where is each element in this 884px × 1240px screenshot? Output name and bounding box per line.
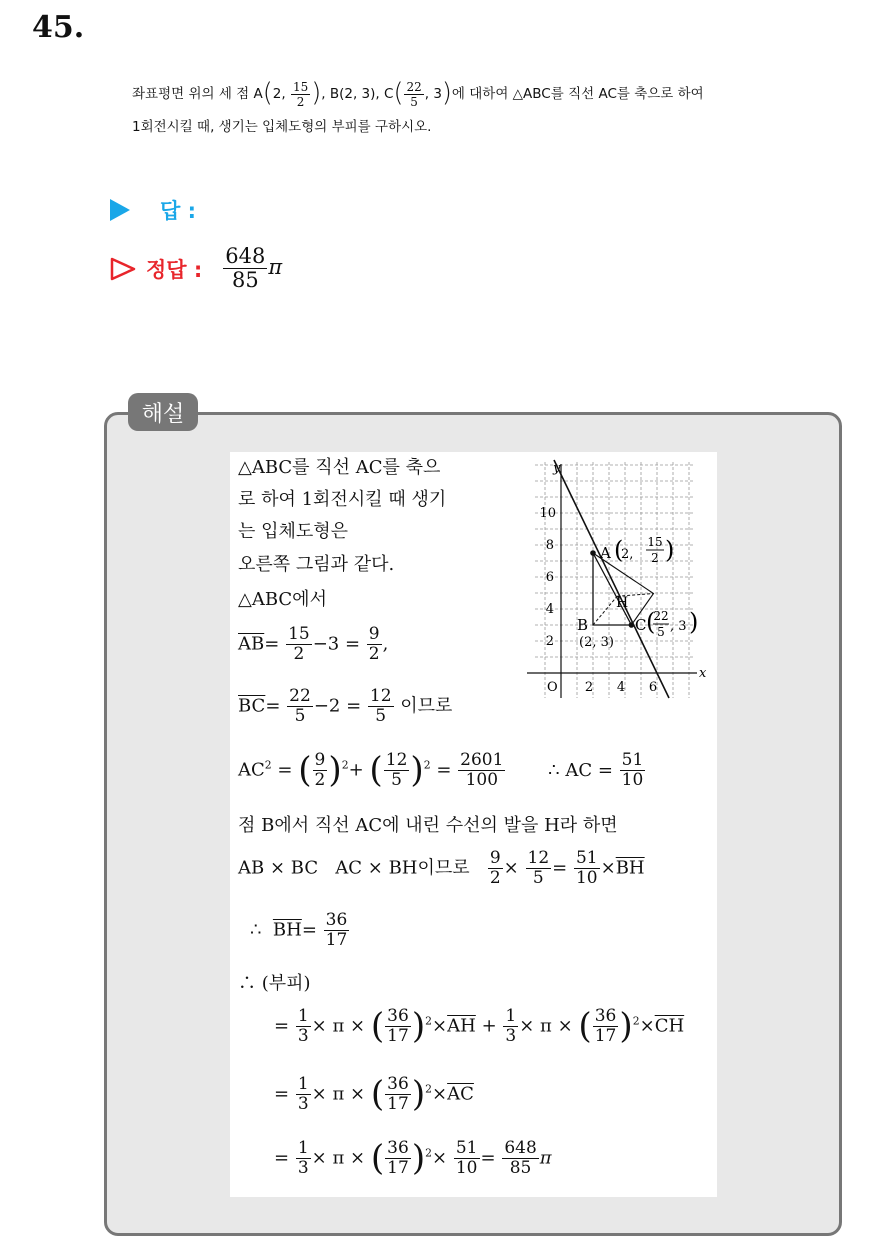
question-text-1: 좌표평면 위의 세 점 xyxy=(132,86,250,102)
point-c-xn: 22 xyxy=(653,609,669,623)
answer-row xyxy=(110,195,196,225)
correct-answer-label: 정답 : xyxy=(146,257,203,282)
point-b-coord: (2, 3) xyxy=(579,635,614,650)
perpendicular-bh xyxy=(593,596,617,625)
solution-line-11: ∴ $\overline{BH}=$ $\frac{36}{17}$ xyxy=(250,910,348,950)
point-h-label: H xyxy=(616,595,629,611)
point-a-label: A xyxy=(600,544,611,562)
question-text-2: 에 대하여 △ABC를 직선 AC를 축으로 하여 xyxy=(451,86,704,102)
point-c-xd: 5 xyxy=(657,625,665,639)
answer-label: 답 : xyxy=(160,199,196,223)
y-tick-label: 4 xyxy=(545,602,554,617)
x-tick-label: 4 xyxy=(616,680,626,695)
point-a: A(2, $\frac{15}{2}$ ), xyxy=(253,78,326,109)
point-c-label: C xyxy=(635,616,647,634)
point-a-x: 2, xyxy=(621,547,634,562)
triangle-play-icon xyxy=(110,199,130,221)
y-tick-label: 2 xyxy=(545,634,554,649)
x-axis-label: x xyxy=(699,666,707,681)
y-tick-label: 10 xyxy=(539,506,556,521)
grid-lines xyxy=(535,462,695,698)
solution-line-12: ∴ (부피) xyxy=(238,973,311,994)
solution-line-4: 오른쪽 그림과 같다. xyxy=(238,554,395,575)
question-text xyxy=(132,78,842,144)
x-tick-label: 2 xyxy=(584,680,594,695)
solution-line-15: = $\frac{1}{3}$ × π × ( $\frac{36}{17}$ )$^2$× $\frac{51}{10}$ = $\frac{648}{85}$ π xyxy=(274,1138,552,1179)
line-ac xyxy=(554,460,669,698)
solution-panel xyxy=(230,452,717,1197)
point-a-yd: 2 xyxy=(651,551,659,565)
solution-line-3: 는 입체도형은 xyxy=(238,521,349,542)
correct-answer-value: $\frac{648}{85}$ π xyxy=(225,244,283,292)
point-c: C( $\frac{22}{5}$ , 3) xyxy=(384,78,452,109)
point-b: B(2, 3), xyxy=(329,86,380,102)
question-text-3: 1회전시킬 때, 생기는 입체도형의 부피를 구하시오. xyxy=(132,119,432,135)
paren-open: ( xyxy=(646,608,656,636)
solution-line-14: = $\frac{1}{3}$ × π × ( $\frac{36}{17}$ )$^2\times\overline{AC}$ xyxy=(274,1074,474,1115)
solution-line-2: 로 하여 1회전시킬 때 생기 xyxy=(238,489,447,510)
solution-line-13: = $\frac{1}{3}$ × π × ( $\frac{36}{17}$ )$^2\times\overline{AH}$ + $\frac{1}{3}$ × π × ( $\frac{36}{17}$ )$^2\times\overline{CH}$ xyxy=(274,1006,685,1047)
triangle-outline-icon xyxy=(110,257,136,281)
origin-label: O xyxy=(547,680,558,695)
x-tick-label: 6 xyxy=(648,680,658,695)
solution-line-5: △ABC에서 xyxy=(238,589,327,610)
point-c-dot xyxy=(629,622,635,628)
solution-line-ab: $\overline{AB}=$ $\frac{15}{2}$ −3 = $\frac{9}{2}$ , xyxy=(238,624,389,664)
paren-open: ( xyxy=(614,536,624,564)
triangle-abc xyxy=(593,553,631,625)
solution-line-1: △ABC를 직선 AC를 축으 xyxy=(238,457,441,478)
y-axis-label: y xyxy=(553,461,561,476)
solution-line-10: AB × BC AC × BH이므로 $\frac{9}{2}$ × $\frac{12}{5}$ = $\frac{51}{10}$ $\times\overline{BH}$ xyxy=(238,848,645,888)
question-number: 45. xyxy=(32,10,85,45)
solution-line-bc: $\overline{BC}=$ $\frac{22}{5}$ −2 = $\frac{12}{5}$ 이므로 xyxy=(238,686,453,726)
paren-close: ) xyxy=(665,536,675,564)
correct-answer-row xyxy=(110,246,282,291)
solution-line-ac: $AC^2$ = ( $\frac{9}{2}$ )$^2$+ ( $\frac{12}{5}$ )$^2$ = $\frac{2601}{100}$ ∴ AC = $\frac{51}{10}$ xyxy=(238,750,644,791)
coordinate-graph xyxy=(515,460,705,700)
solution-tab: 해설 xyxy=(128,393,198,431)
paren-close: ) xyxy=(689,608,699,636)
point-a-yn: 15 xyxy=(647,535,663,549)
solution-line-9: 점 B에서 직선 AC에 내린 수선의 발을 H라 하면 xyxy=(238,815,618,836)
point-c-y: , 3 xyxy=(670,619,687,634)
point-a-dot xyxy=(590,550,596,556)
y-tick-label: 6 xyxy=(545,570,554,585)
point-b-label: B xyxy=(577,616,589,634)
y-tick-label: 8 xyxy=(545,538,554,553)
